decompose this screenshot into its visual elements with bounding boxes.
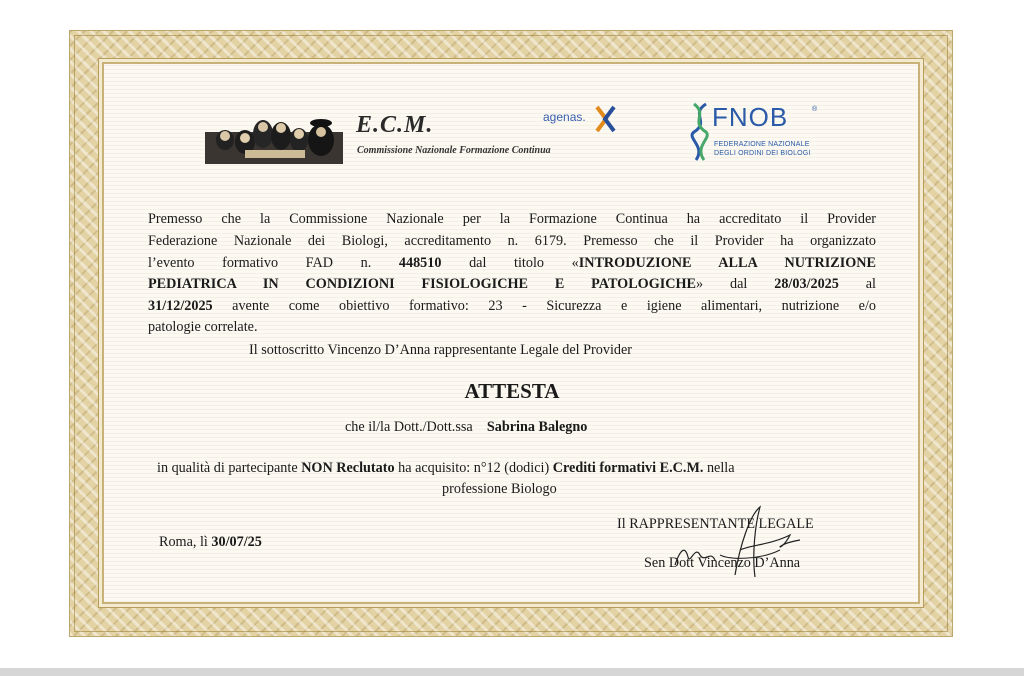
signer-name: Sen Dott Vincenzo D’Anna: [644, 555, 801, 571]
ecm-title: E.C.M.: [356, 112, 434, 138]
fnob-registered-mark: ®: [812, 106, 818, 113]
agenas-x-icon: [594, 105, 618, 133]
recipient-line: che il/la Dott./Dott.ssa Sabrina Balegno: [345, 419, 588, 435]
paragraph-line-3: l’evento formativo FAD n. 448510 dal titolo «INTRODUZIONE ALLA NUTRIZIONE: [148, 255, 876, 271]
ecm-subtitle: Commissione Nazionale Formazione Continua: [357, 145, 551, 156]
ecm-painting-logo: [205, 110, 343, 164]
fnob-subtitle-line2: DEGLI ORDINI DEI BIOLOGI: [714, 150, 811, 157]
credits-line: in qualità di partecipante NON Reclutato ha acquisito: n°12 (dodici) Crediti formativi E.C.M. nella: [157, 460, 735, 476]
agenas-logo-text: agenas.: [543, 110, 586, 124]
signer-statement: Il sottoscritto Vincenzo D’Anna rappresentante Legale del Provider: [249, 342, 632, 358]
fnob-subtitle-line1: FEDERAZIONE NAZIONALE: [714, 141, 810, 148]
profession-line: professione Biologo: [442, 481, 557, 497]
paragraph-line-5: 31/12/2025 avente come obiettivo formativo: 23 - Sicurezza e igiene alimentari, nutrizione e/o: [148, 298, 876, 314]
paragraph-line-6: patologie correlate.: [148, 319, 258, 335]
issue-date: 30/07/25: [211, 534, 262, 550]
paragraph-line-1: Premesso che la Commissione Nazionale per la Formazione Continua ha accreditato il Provider: [148, 211, 876, 227]
legal-rep-title: Il RAPPRESENTANTE LEGALE: [617, 516, 814, 532]
paragraph-line-2: Federazione Nazionale dei Biologi, accreditamento n. 6179. Premesso che il Provider ha organizzato: [148, 233, 876, 249]
paragraph-line-4: PEDIATRICA IN CONDIZIONI FISIOLOGICHE E PATOLOGICHE» dal 28/03/2025 al: [148, 276, 876, 292]
fnob-logo-text: FNOB: [712, 102, 789, 132]
bottom-strip: [0, 668, 1024, 676]
place-date: Roma, lì 30/07/25: [159, 534, 262, 550]
recipient-name: Sabrina Balegno: [486, 419, 588, 435]
handwritten-signature: [660, 505, 810, 585]
fnob-helix-icon: [688, 102, 712, 162]
attesta-heading: ATTESTA: [464, 379, 560, 403]
